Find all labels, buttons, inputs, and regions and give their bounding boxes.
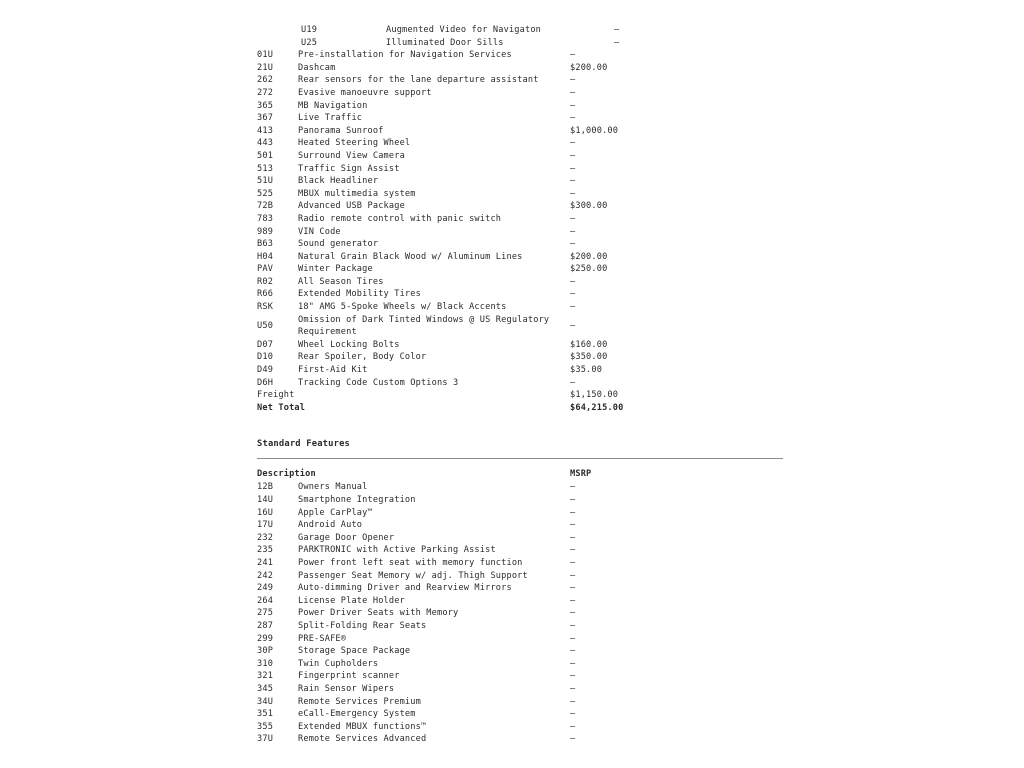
row-price: – (570, 377, 576, 388)
row-description: MB Navigation (298, 100, 368, 111)
row-option-code: H04 (257, 251, 274, 262)
row-price: – (570, 507, 576, 518)
table-row (257, 175, 784, 188)
row-option-code: 01U (257, 50, 274, 61)
freight-price: $1,150.00 (570, 390, 619, 401)
row-description: All Season Tires (298, 276, 384, 287)
row-description: Android Auto (298, 520, 363, 531)
row-option-code: B63 (257, 239, 274, 250)
row-description: Omission of Dark Tinted Windows @ US Regulatory Requirement (298, 314, 550, 338)
row-option-code: U50 (257, 320, 274, 331)
net-total-label: Net Total (257, 402, 306, 413)
row-description: Winter Package (298, 264, 373, 275)
table-row (257, 351, 784, 364)
table-row (257, 37, 784, 50)
row-option-code: R02 (257, 276, 274, 287)
row-price: – (570, 302, 576, 313)
row-option-code: 287 (257, 620, 274, 631)
row-description: Traffic Sign Assist (298, 163, 400, 174)
row-price: $200.00 (570, 62, 608, 73)
table-row (257, 62, 784, 75)
row-price: – (570, 150, 576, 161)
row-option-code: 242 (257, 570, 274, 581)
row-price: – (570, 87, 576, 98)
row-description: Rear sensors for the lane departure assistant (298, 75, 539, 86)
table-row (257, 696, 784, 709)
row-price: – (570, 138, 576, 149)
table-row (257, 733, 784, 746)
row-description: VIN Code (298, 226, 341, 237)
table-row (257, 377, 784, 390)
table-row (257, 339, 784, 352)
row-description: Advanced USB Package (298, 201, 405, 212)
table-row (257, 570, 784, 583)
table-row (257, 494, 784, 507)
row-option-code: 249 (257, 583, 274, 594)
row-option-code: 351 (257, 709, 274, 720)
row-description: Split-Folding Rear Seats (298, 620, 427, 631)
table-row (257, 188, 784, 201)
row-description: Dashcam (298, 62, 336, 73)
table-row (257, 301, 784, 314)
table-row (257, 226, 784, 239)
row-price: – (570, 532, 576, 543)
row-description: Apple CarPlay™ (298, 507, 373, 518)
row-option-code: 275 (257, 608, 274, 619)
section-gap (257, 414, 784, 438)
row-option-code: R66 (257, 289, 274, 300)
row-option-code: 241 (257, 557, 274, 568)
row-price: – (570, 289, 576, 300)
table-row (257, 49, 784, 62)
row-description: Storage Space Package (298, 646, 411, 657)
row-option-code: 321 (257, 671, 274, 682)
row-option-code: RSK (257, 302, 274, 313)
row-option-code: 37U (257, 734, 274, 745)
row-option-code: 299 (257, 633, 274, 644)
row-price: – (570, 608, 576, 619)
row-option-code: 51U (257, 176, 274, 187)
row-price: – (570, 113, 576, 124)
row-option-code: 525 (257, 188, 274, 199)
row-description: Owners Manual (298, 482, 368, 493)
row-price: – (570, 320, 576, 331)
table-row (257, 721, 784, 734)
row-description: Heated Steering Wheel (298, 138, 411, 149)
table-row (257, 557, 784, 570)
table-row (257, 607, 784, 620)
row-price: – (570, 696, 576, 707)
row-description: Evasive manoeuvre support (298, 87, 432, 98)
freight-label: Freight (257, 390, 295, 401)
row-description: Sound generator (298, 239, 379, 250)
row-description: Fingerprint scanner (298, 671, 400, 682)
row-option-code: 783 (257, 213, 274, 224)
table-row (257, 100, 784, 113)
row-description: Extended Mobility Tires (298, 289, 421, 300)
row-option-code: 34U (257, 696, 274, 707)
row-option-code: 367 (257, 113, 274, 124)
row-price: – (570, 721, 576, 732)
table-row (257, 670, 784, 683)
row-price: – (570, 570, 576, 581)
row-description: Smartphone Integration (298, 495, 416, 505)
row-option-code: 443 (257, 138, 274, 149)
row-price: – (570, 276, 576, 287)
divider-gap (257, 459, 784, 468)
row-description: PRE-SAFE® (298, 633, 347, 644)
row-option-code: D07 (257, 339, 274, 350)
row-description: Natural Grain Black Wood w/ Aluminum Lines (298, 251, 523, 262)
table-row (257, 112, 784, 125)
row-price: – (570, 50, 576, 61)
table-row (257, 364, 784, 377)
table-row (257, 87, 784, 100)
row-price: – (570, 683, 576, 694)
table-row (257, 532, 784, 545)
row-price: – (570, 646, 576, 657)
table-row (257, 238, 784, 251)
table-row (257, 582, 784, 595)
table-row (257, 595, 784, 608)
table-row (257, 658, 784, 671)
row-price: $350.00 (570, 352, 608, 363)
row-description: Black Headliner (298, 176, 379, 187)
row-description: Remote Services Premium (298, 696, 421, 707)
net-total-row (257, 402, 784, 415)
table-row (257, 544, 784, 557)
row-option-code: 14U (257, 495, 274, 505)
standard-features-table-body (257, 481, 784, 745)
row-price: – (570, 557, 576, 568)
row-price: – (570, 75, 576, 86)
row-option-code: 232 (257, 532, 274, 543)
row-description: Garage Door Opener (298, 532, 395, 543)
row-option-code: 264 (257, 595, 274, 606)
row-option-code: 17U (257, 520, 274, 531)
row-option-code: D6H (257, 377, 274, 388)
row-description: Tracking Code Custom Options 3 (298, 377, 459, 388)
row-price: – (570, 100, 576, 111)
row-description: Panorama Sunroof (298, 125, 384, 136)
table-row (257, 708, 784, 721)
row-description: MBUX multimedia system (298, 188, 416, 199)
row-option-code: D10 (257, 352, 274, 363)
table-row (257, 633, 784, 646)
row-option-code: D49 (257, 365, 274, 376)
row-price: $1,000.00 (570, 125, 619, 136)
row-description: Illuminated Door Sills (386, 37, 504, 48)
row-price: – (570, 709, 576, 720)
row-description: Augmented Video for Navigaton (386, 25, 542, 35)
row-price: – (614, 25, 620, 35)
row-description: Live Traffic (298, 113, 363, 124)
standard-features-heading: Standard Features (257, 439, 351, 450)
table-row (257, 288, 784, 301)
row-price: $200.00 (570, 251, 608, 262)
row-price: – (570, 226, 576, 237)
row-price: – (570, 658, 576, 669)
table-row (257, 507, 784, 520)
row-option-code: 345 (257, 683, 274, 694)
row-option-code: 989 (257, 226, 274, 237)
row-option-code: 310 (257, 658, 274, 669)
table-row (257, 276, 784, 289)
row-price: – (570, 188, 576, 199)
column-header-description: Description (257, 469, 316, 480)
row-option-code: 262 (257, 75, 274, 86)
row-option-code: 30P (257, 646, 274, 657)
row-price: – (570, 239, 576, 250)
row-price: – (570, 671, 576, 682)
row-description: Auto-dimming Driver and Rearview Mirrors (298, 583, 512, 594)
row-description: Radio remote control with panic switch (298, 213, 502, 224)
row-description: Surround View Camera (298, 150, 405, 161)
options-table-body (257, 24, 784, 389)
column-header-msrp: MSRP (570, 469, 592, 480)
row-description: Rain Sensor Wipers (298, 683, 395, 694)
row-description: Twin Cupholders (298, 658, 379, 669)
standard-features-column-headers (257, 468, 784, 481)
row-price: – (570, 482, 576, 493)
row-description: Wheel Locking Bolts (298, 339, 400, 350)
table-row (257, 481, 784, 494)
row-price: – (570, 545, 576, 556)
row-option-code: 12B (257, 482, 274, 493)
table-row (257, 620, 784, 633)
row-option-code: PAV (257, 264, 274, 275)
table-row (257, 150, 784, 163)
table-row (257, 24, 784, 37)
row-description: Extended MBUX functions™ (298, 721, 427, 732)
row-price: – (570, 620, 576, 631)
row-price: $300.00 (570, 201, 608, 212)
table-row (257, 314, 784, 339)
row-price: $160.00 (570, 339, 608, 350)
row-price: – (570, 595, 576, 606)
table-row (257, 163, 784, 176)
row-price: – (570, 176, 576, 187)
row-price: – (614, 37, 620, 48)
row-description: PARKTRONIC with Active Parking Assist (298, 545, 496, 556)
row-price: $250.00 (570, 264, 608, 275)
row-option-code: 501 (257, 150, 274, 161)
table-row (257, 137, 784, 150)
table-row (257, 200, 784, 213)
row-option-code: U19 (301, 25, 318, 35)
row-description: Rear Spoiler, Body Color (298, 352, 427, 363)
table-row (257, 519, 784, 532)
row-price: – (570, 633, 576, 644)
net-total-price: $64,215.00 (570, 402, 624, 413)
row-description: Pre-installation for Navigation Services (298, 50, 512, 61)
row-price: – (570, 213, 576, 224)
row-description: 18" AMG 5-Spoke Wheels w/ Black Accents (298, 302, 507, 313)
row-description: Power Driver Seats with Memory (298, 608, 459, 619)
row-option-code: 365 (257, 100, 274, 111)
table-row (257, 645, 784, 658)
row-price: – (570, 495, 576, 505)
row-option-code: 413 (257, 125, 274, 136)
row-description: First-Aid Kit (298, 365, 368, 376)
row-option-code: 72B (257, 201, 274, 212)
table-row (257, 251, 784, 264)
row-option-code: 235 (257, 545, 274, 556)
option-pricing-sheet (257, 24, 784, 746)
table-row (257, 263, 784, 276)
row-price: – (570, 734, 576, 745)
row-description: License Plate Holder (298, 595, 405, 606)
row-option-code: 513 (257, 163, 274, 174)
row-price: – (570, 520, 576, 531)
row-description: Power front left seat with memory function (298, 557, 523, 568)
row-option-code: 21U (257, 62, 274, 73)
heading-gap (257, 451, 784, 458)
row-description: Remote Services Advanced (298, 734, 427, 745)
row-price: – (570, 163, 576, 174)
row-price: $35.00 (570, 365, 603, 376)
row-price: – (570, 583, 576, 594)
table-row (257, 125, 784, 138)
table-row (257, 683, 784, 696)
freight-row (257, 389, 784, 402)
row-option-code: 272 (257, 87, 274, 98)
row-option-code: U25 (301, 37, 318, 48)
table-row (257, 74, 784, 87)
row-description: Passenger Seat Memory w/ adj. Thigh Support (298, 570, 528, 581)
row-option-code: 355 (257, 721, 274, 732)
table-row (257, 213, 784, 226)
row-option-code: 16U (257, 507, 274, 518)
row-description: eCall-Emergency System (298, 709, 416, 720)
